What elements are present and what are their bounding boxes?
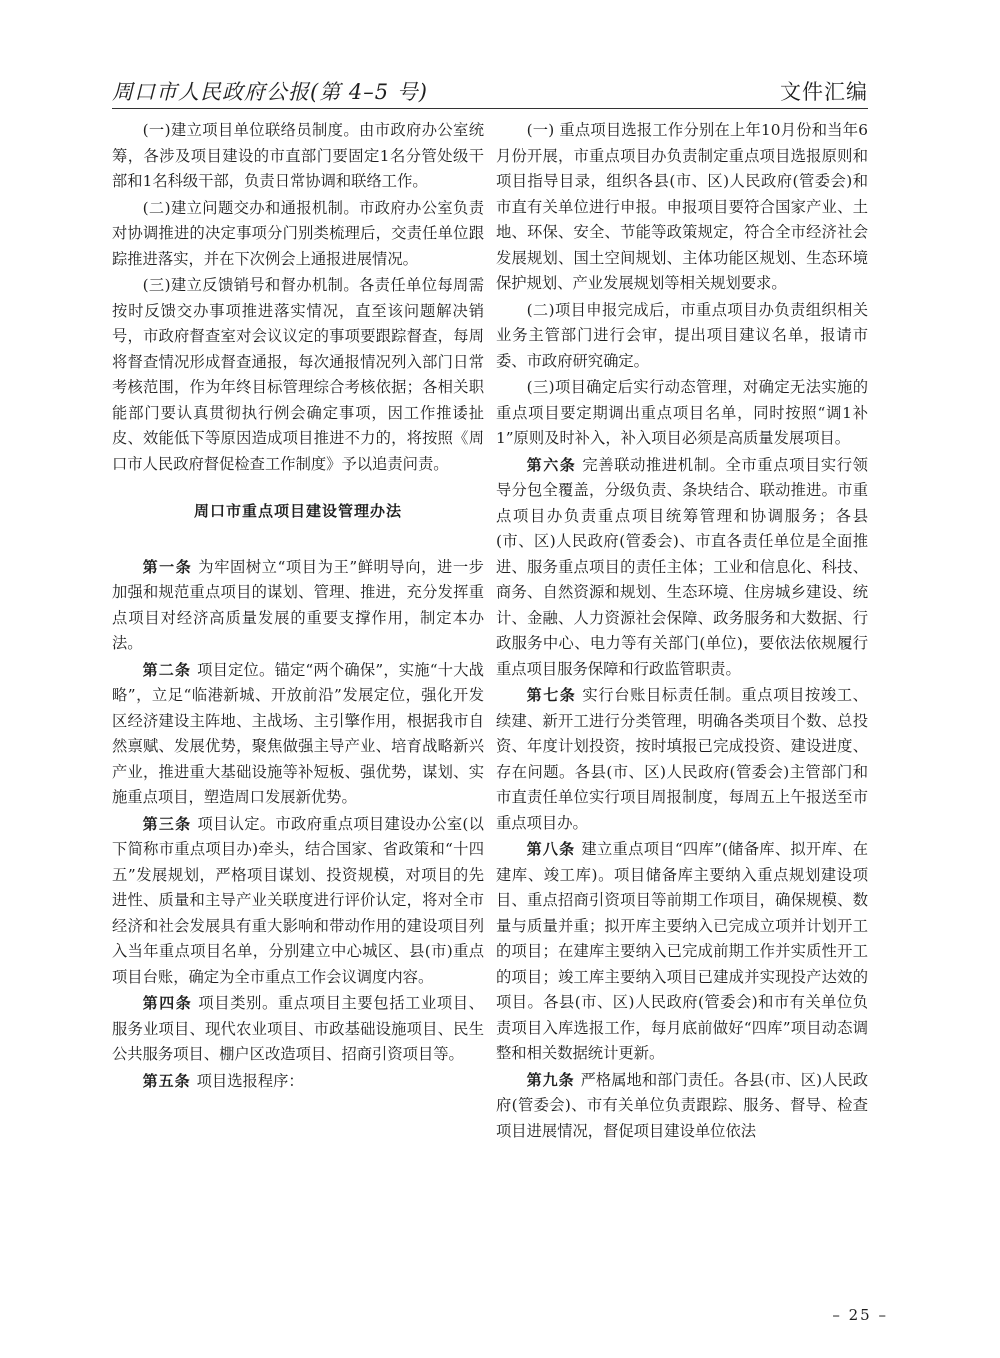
article-text: 完善联动推进机制。全市重点项目实行领导分包全覆盖，分级负责、条块结合、联动推进。市重点项目办负责重点项目统筹管理和协调服务；各县(市、区)人民政府(管委会)、市直各责任单位是全面推进、服务重点项目的责任主体；工业和信息化、科技、商务、自然资源和规划、生态环境、住房城乡建设、统计、金融、人力资源社会保障、政务服务和大数据、行政服务中心、电力等有关部门(单位)，要依法依规履行重点项目服务保障和行政监管职责。: [496, 455, 868, 678]
article-label: 第二条: [142, 660, 192, 679]
paragraph: (三)建立反馈销号和督办机制。各责任单位每周需按时反馈交办事项推进落实情况，直至该问题解决销号，市政府督查室对会议议定的事项要跟踪督查，每周将督查情况形成督查通报，每次通报情况列入部门日常考核范围，作为年终目标管理综合考核依据；各相关职能部门要认真贯彻执行例会确定事项，因工作推诿扯皮、效能低下等原因造成项目推进不力的，将按照《周口市人民政府督促检查工作制度》予以追责问责。: [112, 276, 484, 473]
article-paragraph: [496, 1068, 868, 1145]
document-title: 周口市重点项目建设管理办法: [193, 502, 402, 520]
paragraph: [496, 118, 868, 297]
article-label: 第四条: [142, 994, 193, 1012]
page-header: [112, 76, 868, 104]
article-label: 第八条: [526, 840, 576, 858]
article-paragraph: [112, 812, 484, 991]
article-text: (一) 重点项目选报工作分别在上年10月份和当年6月份开展，市重点项目办负责制定重点项目选报原则和项目指导目录，组织各县(市、区)人民政府(管委会)和市直有关单位进行申报。申报项目要符合国家产业、土地、环保、安全、节能等政策规定，符合全市经济社会发展规划、国土空间规划、主体功能区规划、生态环境保护规划、产业发展规划等相关规划要求。: [496, 121, 868, 292]
article-text: 项目定位。锚定“两个确保”，实施“十大战略”，立足“临港新城、开放前沿”发展定位，强化开发区经济建设主阵地、主战场、主引擎作用，根据我市自然禀赋、发展优势，聚焦做强主导产业、培育战略新兴产业，推进重大基础设施等补短板、强优势，谋划、实施重点项目，塑造周口发展新优势。: [112, 660, 484, 806]
article-text: 建立重点项目“四库”(储备库、拟开库、在建库、竣工库)。项目储备库主要纳入重点规划建设项目、重点招商引资项目等前期工作项目，确保规模、数量与质量并重；拟开库主要纳入已完成立项并计划开工的项目；在建库主要纳入已完成前期工作并实质性开工的项目；竣工库主要纳入项目已建成并实现投产达效的项目。各县(市、区)人民政府(管委会)和市有关单位负责项目入库选报工作，每月底前做好“四库”项目动态调整和相关数据统计更新。: [496, 840, 868, 1062]
header-divider: [112, 108, 868, 109]
article-label: 第六条: [526, 455, 577, 474]
article-label: 第五条: [142, 1071, 191, 1090]
right-column: [496, 118, 868, 1145]
article-text: (二)项目申报完成后，市重点项目办负责组织相关业务主管部门进行会审，提出项目建议名单，报请市委、市政府研究确定。: [496, 300, 868, 370]
paragraph: [496, 375, 868, 452]
article-text: 项目类别。重点项目主要包括工业项目、服务业项目、现代农业项目、市政基础设施项目、民生公共服务项目、棚户区改造项目、招商引资项目等。: [112, 994, 484, 1063]
section-title: 文件汇编: [780, 80, 868, 104]
article-paragraph: [112, 991, 484, 1068]
left-column: [112, 118, 484, 1095]
article-text: 实行台账目标责任制。重点项目按竣工、续建、新开工进行分类管理，明确各类项目个数、总投资、年度计划投资，按时填报已完成投资、建设进度、存在问题。各县(市、区)人民政府(管委会)主管部门和市直责任单位实行项目周报制度，每周五上午报送至市重点项目办。: [496, 686, 868, 832]
page-number: – 25 –: [832, 1306, 888, 1324]
article-label: 第七条: [526, 686, 577, 704]
paragraph: (二)建立问题交办和通报机制。市政府办公室负责对协调推进的决定事项分门别类梳理后，交责任单位跟踪推进落实，并在下次例会上通报进展情况。: [112, 198, 484, 268]
article-label: 第九条: [526, 1070, 575, 1089]
article-text: 为牢固树立“项目为王”鲜明导向，进一步加强和规范重点项目的谋划、管理、推进，充分发挥重点项目对经济高质量发展的重要支撑作用，制定本办法。: [112, 557, 484, 652]
article-text: 严格属地和部门责任。各县(市、区)人民政府(管委会)、市有关单位负责跟踪、服务、督导、检查项目进展情况，督促项目建设单位依法: [496, 1070, 868, 1140]
article-paragraph: [112, 555, 484, 657]
article-label: 第三条: [142, 814, 192, 833]
journal-title: 周口市人民政府公报(第 4–5 号): [112, 80, 428, 104]
article-paragraph: [496, 837, 868, 1067]
article-text: (三)项目确定后实行动态管理，对确定无法实施的重点项目要定期调出重点项目名单，同时按照“调1补1”原则及时补入，补入项目必须是高质量发展项目。: [496, 378, 868, 447]
paragraph: [496, 298, 868, 375]
article-text: 项目选报程序：: [196, 1071, 304, 1090]
article-label: 第一条: [142, 557, 193, 576]
article-paragraph: [112, 658, 484, 811]
paragraph: (一)建立项目单位联络员制度。由市政府办公室统筹，各涉及项目建设的市直部门要固定1名分管处级干部和1名科级干部，负责日常协调和联络工作。: [112, 121, 484, 190]
article-paragraph: [496, 683, 868, 836]
article-paragraph: [112, 1069, 484, 1095]
article-text: 项目认定。市政府重点项目建设办公室(以下简称市重点项目办)牵头，结合国家、省政策和“十四五”发展规划，严格项目谋划、投资规模，对项目的先进性、质量和主导产业关联度进行评价认定，将对全市经济和社会发展具有重大影响和带动作用的建设项目列入当年重点项目名单，分别建立中心城区、县(市)重点项目台账，确定为全市重点工作会议调度内容。: [112, 814, 484, 986]
article-paragraph: [496, 453, 868, 683]
